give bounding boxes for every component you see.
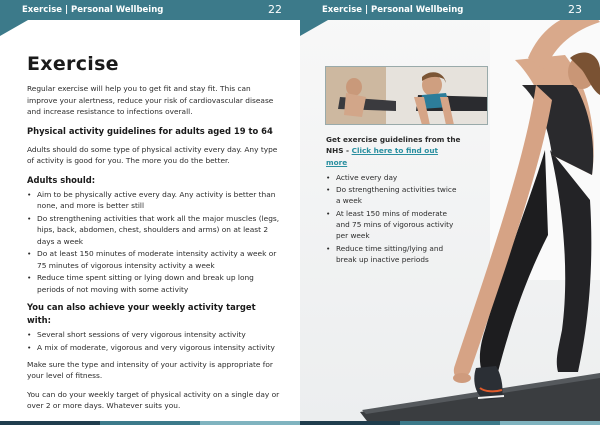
right-header-notch [300, 20, 328, 36]
list-item: • Reduce time sitting/lying and break up inactive periods [326, 243, 461, 266]
right-text-block [326, 134, 461, 271]
right-bottom-bar [300, 421, 600, 425]
closing-paragraph-1: Make sure the type and intensity of your activity is appropriate for your level of fitness. [27, 360, 273, 381]
page-title: Exercise [27, 53, 119, 75]
target-heading: You can also achieve your weekly activity target with: [27, 302, 256, 326]
left-page-number: 22 [268, 3, 282, 16]
list-item: • A mix of moderate, vigorous and very vigorous intensity activity [27, 342, 282, 353]
left-header [0, 0, 300, 20]
right-page [300, 0, 600, 425]
closing-paragraph-2: You can do your weekly target of physical activity on a single day or over 2 or more days. Whatever suits you. [27, 389, 280, 411]
left-header-title: Exercise | Personal Wellbeing [22, 5, 164, 15]
list-item: • Several short sessions of very vigorous intensity activity [27, 329, 282, 340]
adults-list [27, 189, 282, 295]
nhs-lead-text: Get exercise guidelines from the NHS - [326, 135, 461, 156]
list-item: • Reduce time spent sitting or lying down and break up long periods of not moving with some activity [27, 272, 282, 295]
left-content [27, 50, 282, 419]
list-item: • At least 150 mins of moderate and 75 mins of vigorous activity per week [326, 208, 461, 242]
inset-photo [325, 66, 488, 125]
right-header-title: Exercise | Personal Wellbeing [322, 5, 464, 15]
list-item: • Active every day [326, 172, 461, 183]
guidelines-heading: Physical activity guidelines for adults aged 19 to 64 [27, 125, 273, 136]
intro-paragraph: Regular exercise will help you to get fit and stay fit. This can improve your alertness, reduce your risk of cardiovascular disease and increase resistance to infections overall. [27, 84, 274, 117]
guidelines-paragraph: Adults should do some type of physical activity every day. Any type of activity is good for you. The more you do the better. [27, 144, 278, 166]
adults-heading: Adults should: [27, 174, 96, 185]
left-bottom-bar [0, 421, 300, 425]
right-page-number: 23 [568, 3, 582, 16]
nhs-lead [326, 134, 461, 168]
left-header-notch [0, 20, 28, 36]
target-list [27, 329, 282, 353]
list-item: • Do at least 150 minutes of moderate intensity activity a week or 75 minutes of vigorous intensity activity a week [27, 248, 282, 271]
find-out-more-link[interactable]: Click here to find out more [326, 146, 439, 167]
summary-list [326, 172, 461, 265]
list-item: • Do strengthening activities that work all the major muscles (legs, hips, back, abdomen, chest, shoulders and arms) on at least 2 days a week [27, 213, 282, 247]
list-item: • Do strengthening activities twice a week [326, 184, 461, 207]
list-item: • Aim to be physically active every day. Any activity is better than none, and more is better still [27, 189, 282, 212]
right-header [300, 0, 600, 20]
